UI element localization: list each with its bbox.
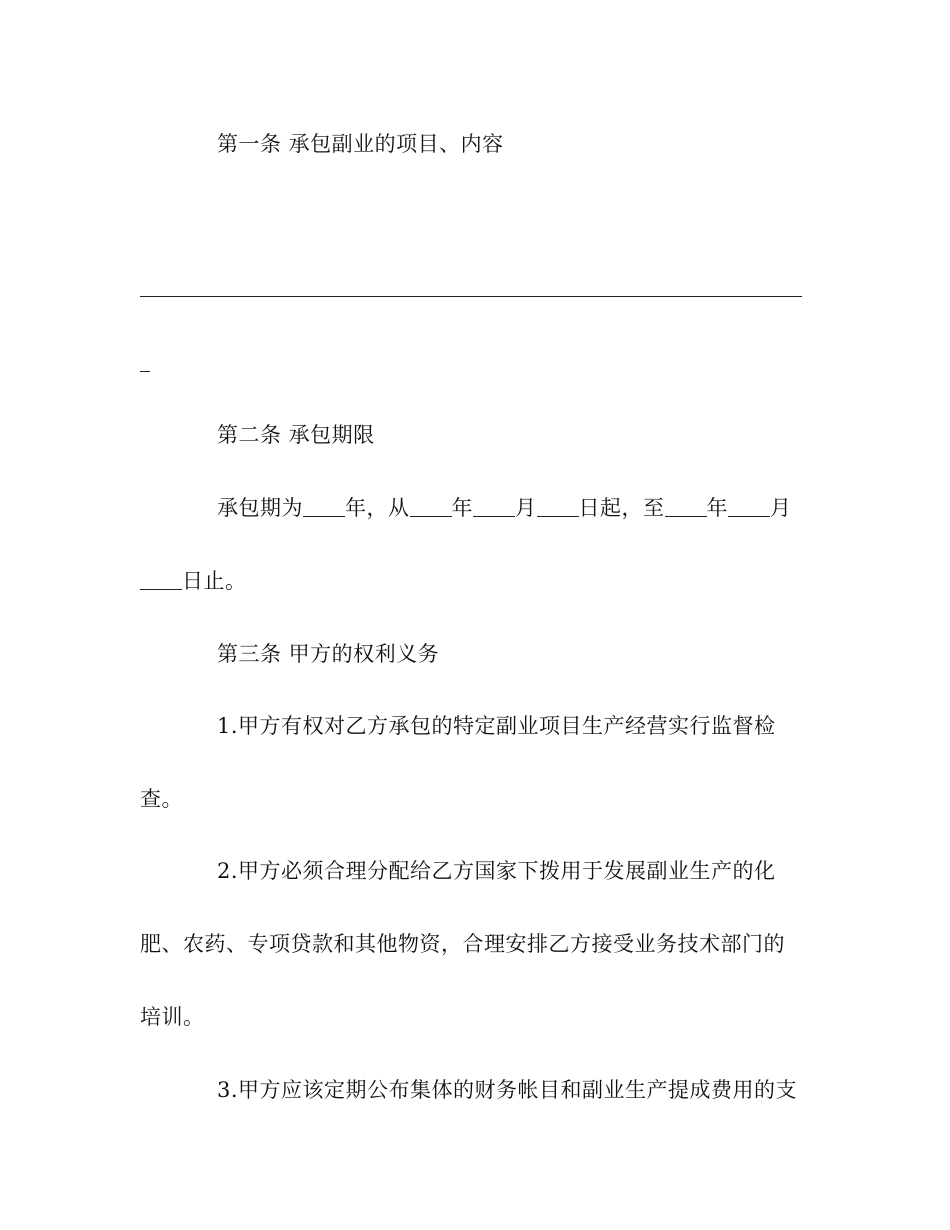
term-text-h: 日止。 (182, 569, 247, 593)
article-2-title: 第二条 承包期限 (217, 423, 375, 447)
term-sentence-line-1 (217, 494, 792, 522)
start-year-blank (410, 496, 452, 517)
term-text-b: 年，从 (345, 496, 410, 520)
term-text-e: 日起，至 (578, 496, 665, 520)
item-2-line-3: 培训。 (140, 1005, 205, 1029)
item-3-line-1: 3.甲方应该定期公布集体的财务帐目和副业生产提成费用的支 (217, 1078, 798, 1102)
article-3-title: 第三条 甲方的权利义务 (217, 642, 440, 666)
fill-in-line (140, 296, 802, 297)
term-text-c: 年 (451, 496, 473, 520)
end-day-blank (140, 569, 182, 590)
term-text-a: 承包期为 (217, 496, 303, 520)
end-year-blank (665, 496, 707, 517)
start-day-blank (537, 496, 579, 517)
term-text-f: 年 (706, 496, 728, 520)
term-sentence-line-2 (140, 567, 247, 595)
article-1-title: 第一条 承包副业的项目、内容 (217, 132, 504, 156)
term-text-d: 月 (515, 496, 537, 520)
years-blank (303, 496, 345, 517)
fill-in-line-end (140, 371, 150, 372)
end-month-blank (728, 496, 770, 517)
term-text-g: 月 (770, 496, 792, 520)
item-1-line-1: 1.甲方有权对乙方承包的特定副业项目生产经营实行监督检 (217, 714, 776, 738)
item-2-line-1: 2.甲方必须合理分配给乙方国家下拨用于发展副业生产的化 (217, 859, 776, 883)
start-month-blank (473, 496, 515, 517)
item-2-line-2: 肥、农药、专项贷款和其他物资，合理安排乙方接受业务技术部门的 (140, 932, 785, 956)
item-1-line-2: 查。 (140, 787, 183, 811)
